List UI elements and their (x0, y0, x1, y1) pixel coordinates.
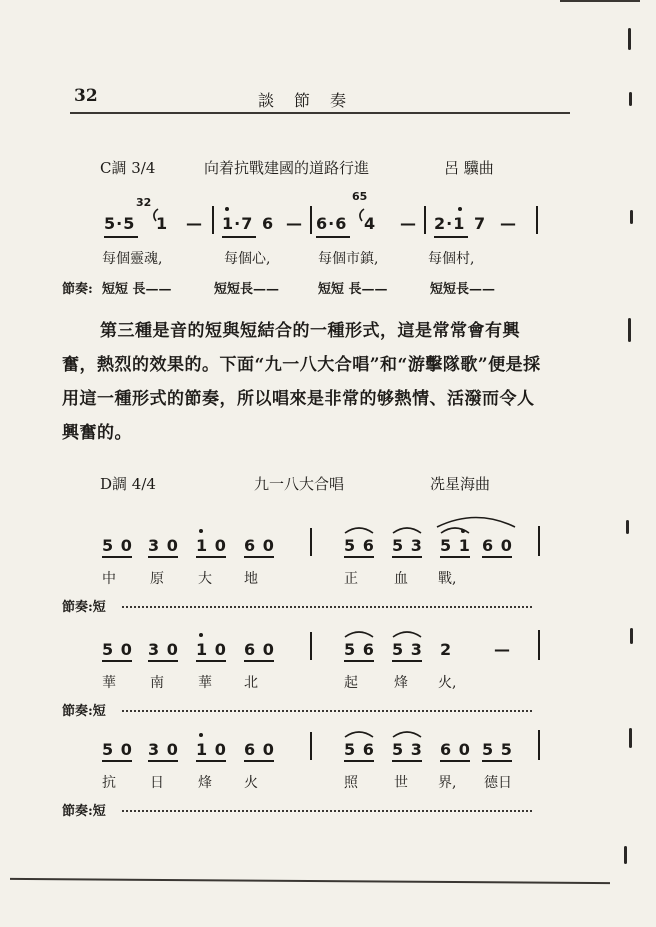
song1-lyric: 每個心, (224, 251, 271, 267)
song2-rhythm-label: 節奏:短 (62, 600, 106, 615)
song2-barline (538, 730, 540, 760)
song2-note: 3 0 (148, 536, 179, 555)
song2-rhythm-label: 節奏:短 (62, 704, 106, 719)
song2-beam (102, 660, 132, 662)
paragraph-line: 用這一種形式的節奏，所以唱來是非常的够熱情、活潑而令人 (62, 389, 535, 409)
song1-grace-note: 65 (352, 190, 368, 203)
song2-rhythm-dots (122, 606, 532, 608)
paragraph-line: 奮，熱烈的效果的。下面“九一八大合唱”和“游擊隊歌”便是採 (62, 355, 541, 375)
song1-note: 6·6 (316, 214, 348, 233)
song2-beam (344, 556, 374, 558)
song2-lyric: 華 (198, 675, 212, 691)
song2-note: 5 6 (344, 536, 375, 555)
song1-rhythm: 短短長—— (430, 282, 496, 297)
song1-beam (434, 236, 468, 238)
song1-grace-tie (150, 208, 160, 222)
song1-note: 6 (262, 214, 275, 233)
song1-barline (212, 206, 214, 234)
song2-barline (310, 732, 312, 760)
song2-slur (392, 628, 422, 638)
song2-lyric: 起 (344, 675, 358, 691)
song1-note: — (186, 214, 203, 233)
song2-note: 1 0 (196, 640, 227, 659)
song1-barline (424, 206, 426, 234)
song2-note: 5 6 (344, 640, 375, 659)
paragraph-line: 第三種是音的短與短結合的一種形式，這是常常會有興 (100, 321, 520, 341)
song2-lyric: 烽 (198, 775, 212, 791)
song2-beam (344, 760, 374, 762)
song2-slur (344, 524, 374, 534)
song1-note: 7 (474, 214, 487, 233)
song1-lyric: 每個村, (428, 251, 475, 267)
song2-lyric: 德日 (484, 775, 512, 791)
song2-lyric: 火 (244, 775, 258, 791)
song2-lyric: 原 (150, 571, 164, 587)
song2-slur (344, 728, 374, 738)
song1-rhythm: 短短長—— (214, 282, 280, 297)
song1-high-dot (458, 207, 462, 211)
song1-composer: 呂 驥曲 (444, 159, 494, 177)
song1-grace-tie (356, 208, 366, 222)
song2-beam (196, 556, 226, 558)
song2-lyric: 日 (150, 775, 164, 791)
song2-barline (310, 528, 312, 556)
song2-key-meter: D調 4/4 (100, 475, 156, 493)
song2-beam (148, 660, 178, 662)
paragraph-line: 興奮的。 (62, 423, 132, 443)
song1-note: 1 (156, 214, 169, 233)
song2-lyric: 火, (438, 675, 457, 691)
scan-edge-mark (628, 318, 631, 342)
scan-edge-mark (630, 628, 633, 644)
song2-long-slur (436, 514, 516, 528)
song2-beam (148, 556, 178, 558)
song2-beam (102, 556, 132, 558)
song1-note: — (286, 214, 303, 233)
song2-lyric: 界, (438, 775, 457, 791)
scan-edge-mark (624, 846, 627, 864)
song1-rhythm: 短短 長—— (102, 282, 172, 297)
song2-note: 1 0 (196, 740, 227, 759)
song1-note: 4 (364, 214, 377, 233)
header-rule (70, 112, 570, 114)
song2-note: 5 5 (482, 740, 513, 759)
scan-edge-mark (626, 520, 629, 534)
song2-beam (392, 556, 422, 558)
song1-high-dot (225, 207, 229, 211)
song1-note: — (400, 214, 417, 233)
song2-beam (148, 760, 178, 762)
song2-note: 5 3 (392, 640, 423, 659)
song1-lyric: 每個靈魂, (102, 251, 163, 267)
song1-title: 向着抗戰建國的道路行進 (204, 159, 370, 177)
song1-note: — (500, 214, 517, 233)
song2-lyric: 華 (102, 675, 116, 691)
song2-beam (244, 660, 274, 662)
song2-lyric: 中 (102, 571, 116, 587)
song2-lyric: 世 (394, 775, 408, 791)
song2-beam (344, 660, 374, 662)
song2-note: 3 0 (148, 640, 179, 659)
song2-lyric: 北 (244, 675, 258, 691)
song2-note: 5 0 (102, 640, 133, 659)
running-title: 談節奏 (258, 91, 367, 110)
song1-note: 5·5 (104, 214, 136, 233)
scan-edge-mark (629, 92, 632, 106)
song1-barline (310, 206, 312, 234)
song2-note: — (494, 640, 511, 659)
song2-lyric: 照 (344, 775, 358, 791)
song2-high-dot (199, 733, 203, 737)
song2-beam (244, 556, 274, 558)
song2-note: 6 0 (244, 536, 275, 555)
scan-top-line (560, 0, 640, 2)
song2-slur (392, 728, 422, 738)
song2-high-dot (461, 529, 465, 533)
song2-beam (392, 760, 422, 762)
song2-lyric: 抗 (102, 775, 116, 791)
song2-title: 九一八大合唱 (254, 475, 345, 493)
scan-bottom-line (10, 878, 610, 884)
song2-note: 6 0 (440, 740, 471, 759)
song2-beam (482, 760, 512, 762)
song2-high-dot (199, 529, 203, 533)
song2-lyric: 南 (150, 675, 164, 691)
song1-note: 1·7 (222, 214, 254, 233)
song2-beam (440, 556, 470, 558)
song2-beam (440, 760, 470, 762)
song2-note: 5 0 (102, 740, 133, 759)
song1-beam (222, 236, 256, 238)
song1-beam (104, 236, 138, 238)
song2-slur (392, 524, 422, 534)
song2-beam (392, 660, 422, 662)
song2-beam (102, 760, 132, 762)
song2-lyric: 大 (198, 571, 212, 587)
song2-beam (482, 556, 512, 558)
song2-barline (310, 632, 312, 660)
song2-beam (196, 760, 226, 762)
song2-barline (538, 526, 540, 556)
song1-rhythm-label: 節奏: (62, 282, 93, 297)
scan-edge-mark (628, 28, 631, 50)
song2-beam (196, 660, 226, 662)
song2-lyric: 正 (344, 571, 358, 587)
song2-note: 6 0 (482, 536, 513, 555)
song2-lyric: 戰, (438, 571, 457, 587)
song2-note: 6 0 (244, 740, 275, 759)
song2-high-dot (199, 633, 203, 637)
song2-lyric: 烽 (394, 675, 408, 691)
scan-edge-mark (629, 728, 632, 748)
song1-note: 2·1 (434, 214, 466, 233)
song1-rhythm: 短短 長—— (318, 282, 388, 297)
song2-note: 3 0 (148, 740, 179, 759)
page-number: 32 (74, 86, 98, 106)
song2-lyric: 地 (244, 571, 258, 587)
song2-barline (538, 630, 540, 660)
song2-rhythm-dots (122, 810, 532, 812)
song1-lyric: 每個市鎮, (318, 251, 379, 267)
song2-composer: 冼星海曲 (430, 475, 491, 493)
song2-note: 5 1 (440, 536, 471, 555)
song2-note: 5 3 (392, 740, 423, 759)
song1-grace-note: 32 (136, 196, 152, 209)
song1-beam (316, 236, 350, 238)
song2-note: 5 0 (102, 536, 133, 555)
song2-slur (344, 628, 374, 638)
song1-key-meter: C調 3/4 (100, 159, 156, 177)
song2-lyric: 血 (394, 571, 408, 587)
song2-note: 2 (440, 640, 453, 659)
song2-rhythm-dots (122, 710, 532, 712)
song2-rhythm-label: 節奏:短 (62, 804, 106, 819)
song2-note: 6 0 (244, 640, 275, 659)
scan-edge-mark (630, 210, 633, 224)
song2-note: 5 6 (344, 740, 375, 759)
song1-barline (536, 206, 538, 234)
song2-note: 1 0 (196, 536, 227, 555)
song2-beam (244, 760, 274, 762)
song2-note: 5 3 (392, 536, 423, 555)
